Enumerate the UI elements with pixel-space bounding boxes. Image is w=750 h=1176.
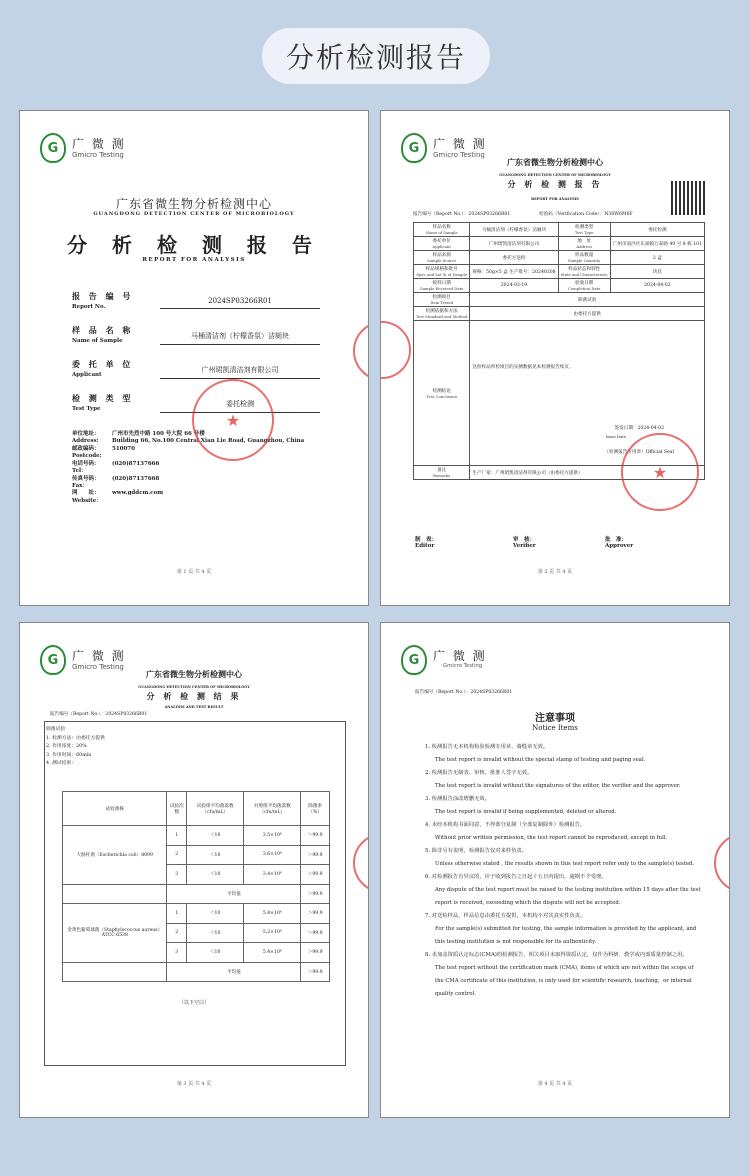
org-name-en: GUANGDONG DETECTION CENTER OF MICROBIOLOGY <box>138 685 250 689</box>
report-page-2 <box>380 110 730 606</box>
info-label: 样品状态和特性 State and Characteristic <box>558 265 610 279</box>
remarks-value: 生产厂家：广州珺凯清洁剂有限公司（由委托方提供） <box>470 466 705 480</box>
logo <box>40 133 126 163</box>
report-no-value: 2024SP03266R01 <box>160 297 320 309</box>
notice-item: 4. 未经本机构书面同意，不得部分复制（全部复制除外）检测报告。 Without prior written permission, the test report cannot be reproduced, except in full. <box>425 822 668 841</box>
avg-label: 平均值 <box>167 962 301 982</box>
info-value: 2 盒 <box>610 251 704 265</box>
contact-block: 单位地址： 广州市先烈中路 100 号大院 66 号楼 Address: Building 66, No.100 Central Xian Lie Road, Guangzhou, China 邮政编码： 510070 Postcode: 电话号码： (020)87137666 Tel： 传真号码： (020)87137668 Fax： 网 址： www.gddcm.com Website： <box>72 431 305 504</box>
method-label: 检测依据和方法 Test Standard and Method <box>414 307 470 321</box>
info-label: 样品数量 Sample Quantity <box>558 251 610 265</box>
info-value: 2024-03-19 <box>470 279 558 293</box>
report-page-3 <box>19 622 369 1118</box>
notice-item: 3. 检测报告涂改增删无效。 The test report is invalid if being supplemented, deleted or altered. <box>425 796 617 815</box>
notice-item: 5. 除非另有说明，检测报告仅对来样负责。 Unless otherwise stated , the results shown in this test report refer only to the sample(s) tested. <box>425 848 695 867</box>
method-value: 由委托方提供 <box>470 307 705 321</box>
result-table: 试验菌株 试验次数 试验组平均菌落数（cfu/mL） 对照组平均菌落数（cfu/mL） 除菌率（%） 大肠杆菌（Escherichia coli）8099 1 ＜10 3.5×10⁶ ＞99.9 2 ＜10 3.6×10⁶ ＞99.9 3 ＜10 3.4×10⁶ ＞99.9 平均值 ＞99.9 金黄色葡萄球菌（Staphylococcus aureus）ATCC 6538 1 ＜10 5.4×10⁶ ＞99.9 2 ＜10 5.2×10⁶ ＞99.9 3 ＜10 5.4×10⁶ ＞99.9 平均值 ＞99.9 <box>62 791 330 982</box>
remarks-label: 备注 Remarks <box>414 466 470 480</box>
test-notes: 除菌试验 1. 检测方法：由委托方提供 2. 作用浓度：20% 3. 作用时间：60min 4. 测试结果： <box>46 727 105 766</box>
strain-ecoli: 大肠杆菌（Escherichia coli）8099 <box>63 826 167 885</box>
info-value: 广州珺凯清洁剂有限公司 <box>470 237 558 251</box>
page-header: 分析检测报告 <box>262 28 490 84</box>
info-row <box>414 251 705 265</box>
client-value: 广州珺凯清洁剂有限公司 <box>160 365 320 379</box>
info-label: 验收日期 Completion Date <box>558 279 610 293</box>
paging-seal <box>353 833 369 893</box>
type-label: 检 测 类 型 Test Type <box>72 393 134 412</box>
report-title: 分 析 检 测 报 告 <box>507 179 603 189</box>
strain-saureus: 金黄色葡萄球菌（Staphylococcus aureus）ATCC 6538 <box>63 904 167 963</box>
page-number: 第 1 页 共 4 页 <box>176 569 212 575</box>
page-number: 第 4 页 共 4 页 <box>537 1081 573 1087</box>
report-title: 分 析 检 测 报 告 <box>67 233 321 257</box>
org-name: 广东省微生物分析检测中心 <box>115 197 272 211</box>
info-label: 样品名称 Name of Sample <box>414 223 470 237</box>
client-label: 委 托 单 位 Applicant <box>72 359 134 378</box>
org-name: 广东省微生物分析检测中心 <box>146 670 242 679</box>
logo-en: Gmicro Testing <box>433 150 485 159</box>
notice-title: 注意事项 <box>535 713 575 724</box>
notice-item: 2. 检测报告无制表、审核、批准人签字无效。 The test report is invalid without the signatures of the editor, the verifier and the approver. <box>425 770 681 789</box>
approver-label: 批 准： Approver <box>605 537 634 549</box>
logo-cn: 广 微 测 <box>433 649 487 664</box>
paging-seal <box>380 321 411 379</box>
paging-seal <box>353 321 369 381</box>
sample-value: 马桶清洁剂（柠檬香氛）洁厕块 <box>160 331 320 345</box>
info-label: 委托单位 Applicant <box>414 237 470 251</box>
conclusion-label: 检测结论 Test Conclusion <box>414 321 470 466</box>
logo <box>401 645 487 675</box>
report-no: 报告编号（Report No.）：2024SP03266R01 <box>415 690 513 695</box>
avg-label: 平均值 <box>167 884 301 904</box>
gt-logo-icon: G <box>40 133 66 163</box>
qr-code <box>671 181 705 215</box>
report-title-en: REPORT FOR ANALYSIS <box>142 257 246 263</box>
official-seal: ★ <box>621 433 699 511</box>
info-label: 样品规格和批号 Spec and Lot № of Sample <box>414 265 470 279</box>
result-title: 分 析 检 测 结 果 <box>146 691 242 701</box>
report-page-1 <box>19 110 369 606</box>
notice-title-en: Notice Items <box>532 724 578 732</box>
notice-item: 6. 对检测报告有异议的，应于收到报告之日起十五日内提出，逾期不予受理。 Any dispute of the test report must be raised to the testing institution within 15 days after the test report is received, exceeding which the dispute will not be accepted. <box>425 874 701 906</box>
items-value: 除菌试验 <box>470 293 705 307</box>
result-title-en: ANALYSIS AND TEST RESULT <box>164 705 224 709</box>
end-note: （以下空白） <box>178 1000 209 1006</box>
editor-label: 制 表： Editor <box>415 537 438 549</box>
info-value: 广州市南沙区东涌镇万泰路 49 号 8 栋 101 <box>610 237 704 251</box>
info-value: 委托检测 <box>610 223 704 237</box>
paging-seal <box>714 833 730 893</box>
info-value: 委托方送检 <box>470 251 558 265</box>
info-label: 样品来源 Sample Source <box>414 251 470 265</box>
verifier-label: 审 核： Verifier <box>513 537 536 549</box>
info-value: 2024-04-02 <box>610 279 704 293</box>
info-label: 接样日期 Sample Received Date <box>414 279 470 293</box>
notice-item: 7. 对送检样品，样品信息由委托方提供，本机构不对其真实性负责。 For the sample(s) submitted for testing, the sample information is provided by the applicant, and this testing institution is not responsible for its authenticity. <box>425 913 697 945</box>
info-label: 检测类型 Test Type <box>558 223 610 237</box>
info-value: 块状 <box>610 265 704 279</box>
page-number: 第 3 页 共 4 页 <box>176 1081 212 1087</box>
info-row <box>414 223 705 237</box>
col-control-group: 对照组平均菌落数（cfu/mL） <box>244 792 301 826</box>
conclusion-value: 送检样品所检项目的实测数据见本检测报告续页。 签发日期：2024-04-02 Issue Date （检测报告专用章）Official Seal <box>470 321 705 466</box>
logo-cn: 广 微 测 <box>72 136 126 151</box>
official-seal: ★ <box>192 379 274 461</box>
notice-item: 1. 检测报告无本机构检验检测专用章、骑缝章无效。 The test report is invalid without the special stamp of testing and paging seal. <box>425 744 646 763</box>
info-row <box>414 237 705 251</box>
logo-cn: 广 微 测 <box>72 648 126 663</box>
report-no-label: 报 告 编 号 Report No. <box>72 291 134 310</box>
logo-en: Gmicro Testing <box>72 150 124 159</box>
gt-logo-icon: G <box>401 645 427 675</box>
col-removal-rate: 除菌率（%） <box>301 792 330 826</box>
type-value: 委托检测 <box>160 399 320 413</box>
verification-code: 检验码（Verification Code）：N38W6M6F <box>539 212 633 217</box>
items-label: 检测项目 Item Tested <box>414 293 470 307</box>
report-title-en: REPORT FOR ANALYSIS <box>531 197 579 201</box>
org-name-en: GUANGDONG DETECTION CENTER OF MICROBIOLOGY <box>93 211 295 217</box>
report-no: 报告编号（Report No.）：2024SP03266R01 <box>50 712 148 717</box>
gt-logo-icon: G <box>401 133 427 163</box>
logo-en: Gmicro Testing <box>443 663 483 670</box>
page-number: 第 2 页 共 4 页 <box>537 569 573 575</box>
info-value: 规格：50g×5 盒 生产批号：20240308 <box>470 265 558 279</box>
info-value: 马桶清洁剂（柠檬香氛）洁厕块 <box>470 223 558 237</box>
sample-label: 样 品 名 称 Name of Sample <box>72 325 134 344</box>
gt-logo-icon: G <box>40 645 66 675</box>
org-name-en: GUANGDONG DETECTION CENTER OF MICROBIOLOGY <box>499 173 611 177</box>
logo-en: Gmicro Testing <box>72 662 124 671</box>
col-test-group: 试验组平均菌落数（cfu/mL） <box>187 792 244 826</box>
report-no: 报告编号（Report No.）：2024SP03266R01 <box>413 212 511 217</box>
report-page-4 <box>380 622 730 1118</box>
col-trial: 试验次数 <box>167 792 187 826</box>
info-label: 地 址 Address <box>558 237 610 251</box>
info-row <box>414 279 705 293</box>
org-name: 广东省微生物分析检测中心 <box>507 158 603 167</box>
notice-list <box>425 741 701 1001</box>
col-strain: 试验菌株 <box>63 792 167 826</box>
notice-item: 8. 未加盖资质认定标志(CMA)的检测报告，相关项目未取得资质认定，仅作为科研、教学或内部质量控制之用。 The test report without the certification mark (CMA), items of which are not within the scope of the CMA certificate of this institution, is only used for scientific research, teaching，or internal quality control. <box>425 952 694 997</box>
logo-cn: 广 微 测 <box>433 136 487 151</box>
info-row <box>414 265 705 279</box>
